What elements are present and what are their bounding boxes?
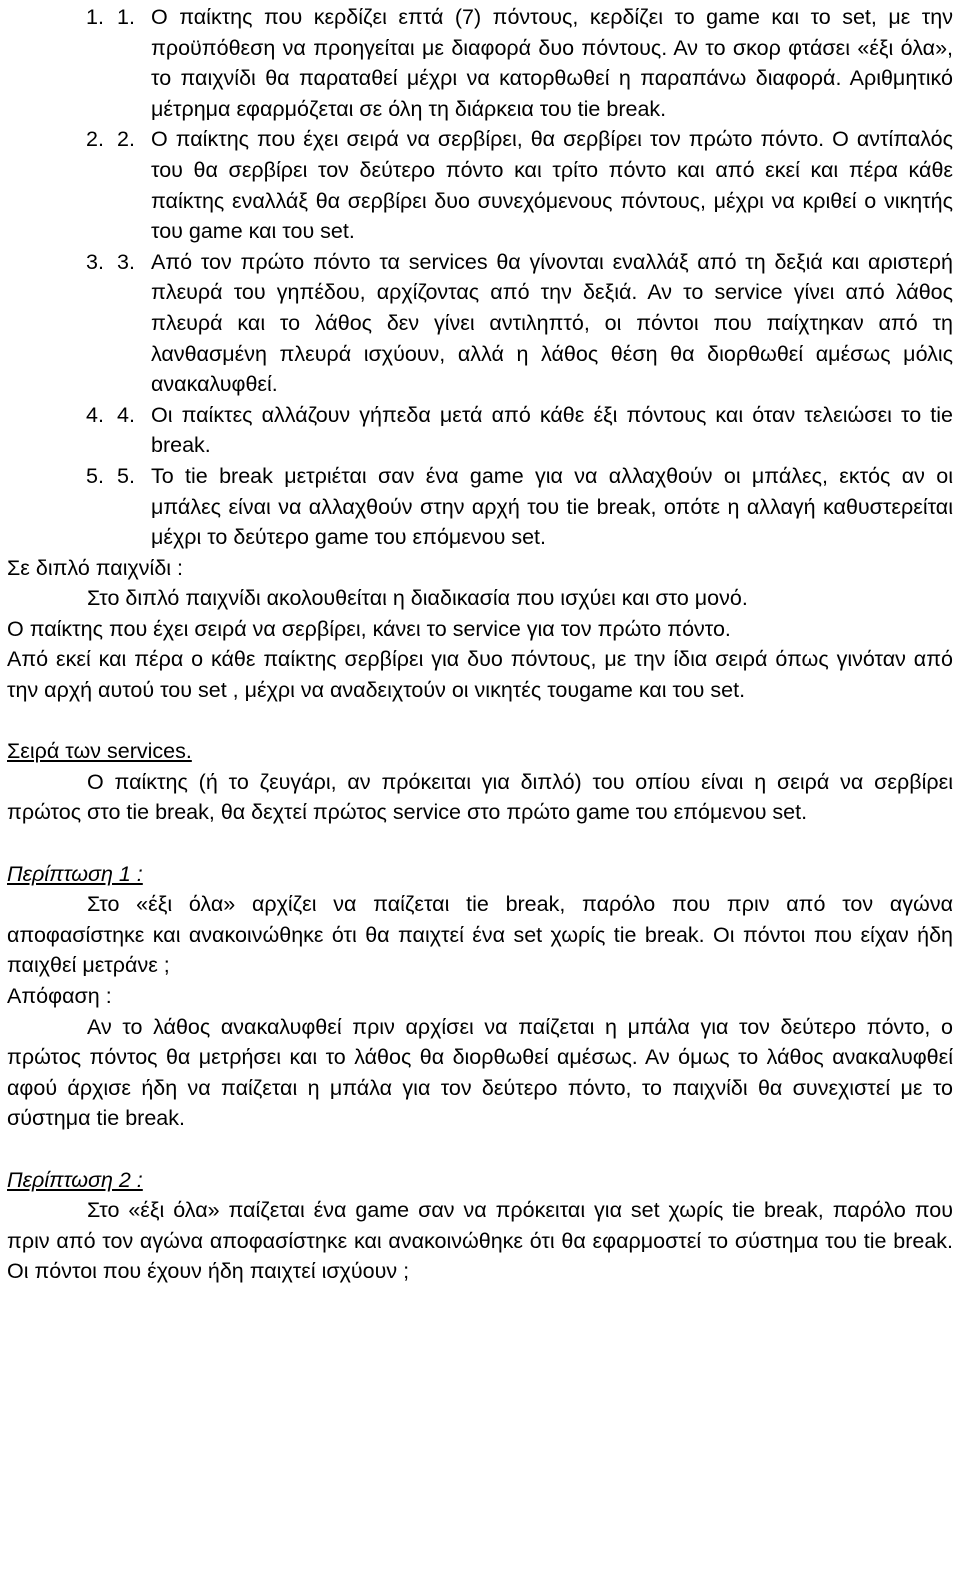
spacer bbox=[7, 828, 953, 859]
service-order-text: Ο παίκτης (ή το ζευγάρι, αν πρόκειται για διπλό) του οπίου είναι η σειρά να σερβίρει πρώτος στο tie break, θα δεχτεί πρώτος service στο πρώτο game του επόμενου set. bbox=[7, 769, 953, 825]
doubles-line-1: Στο διπλό παιχνίδι ακολουθείται η διαδικασία που ισχύει και στο μονό. bbox=[87, 586, 748, 611]
list-item bbox=[7, 400, 953, 461]
section-heading-case-2: Περίπτωση 2 : bbox=[7, 1167, 143, 1192]
case-1-decision: Αν το λάθος ανακαλυφθεί πριν αρχίσει να παίζεται η μπάλα για τον δεύτερο πόντο, ο πρώτος πόντος θα μετρήσει και το λάθος θα διορθωθεί αμέσως. Αν όμως το λάθος ανακαλυφθεί αφού άρχισε ήδη να παίζεται η μπάλα για τον δεύτερο πόντο, το παιχνίδι θα συνεχιστεί με το σύστημα tie break. bbox=[7, 1014, 953, 1131]
list-item-text: Ο παίκτης που έχει σειρά να σερβίρει, θα σερβίρει τον πρώτο πόντο. Ο αντίπαλός του θα σερβίρει τον δεύτερο πόντο και τρίτο πόντο και από εκεί και πέρα κάθε παίκτης εναλλάξ θα σερβίρει δυο συνεχόμενους πόντους, μέχρι να κριθεί ο νικητής του game και του set. bbox=[151, 127, 953, 244]
list-number-inner: 1. bbox=[117, 5, 135, 29]
case-2-question: Στο «έξι όλα» παίζεται ένα game σαν να πρόκειται για set χωρίς tie break, παρόλο που πριν από τον αγώνα αποφασίστηκε και ανακοινώθηκε ότι θα εφαρμοστεί το σύστημα του tie break. Οι πόντοι που έχουν ήδη παιχτεί ισχύουν ; bbox=[7, 1198, 953, 1284]
list-item-text: Το tie break μετριέται σαν ένα game για να αλλαχθούν οι μπάλες, εκτός αν οι μπάλες είναι να αλλαχθούν στην αρχή του tie break, οπότε η αλλαγή καθυστερείται μέχρι το δεύτερο game του επόμενου set. bbox=[151, 463, 953, 550]
doubles-line-3: Από εκεί και πέρα ο κάθε παίκτης σερβίρει για δυο πόντους, με την ίδια σειρά όπως γινόταν από την αρχή αυτού του set , μέχρι να αναδειχτούν οι νικητές τουgame και του set. bbox=[7, 647, 953, 703]
case-1-question: Στο «έξι όλα» αρχίζει να παίζεται tie break, παρόλο που πριν από τον αγώνα αποφασίστηκε και ανακοινώθηκε ότι θα παιχτεί ένα set χωρίς tie break. Οι πόντοι που είχαν ήδη παιχθεί μετράνε ; bbox=[7, 892, 953, 978]
doubles-line-2: Ο παίκτης που έχει σειρά να σερβίρει, κάνει το service για τον πρώτο πόντο. bbox=[7, 616, 731, 641]
list-item bbox=[7, 2, 953, 124]
section-heading-service-order: Σειρά των services. bbox=[7, 739, 192, 764]
list-number-outer: 5. bbox=[86, 463, 104, 488]
list-number-inner: 3. bbox=[117, 249, 135, 274]
section-heading-case-1: Περίπτωση 1 : bbox=[7, 861, 143, 886]
list-item-text: Ο παίκτης που κερδίζει επτά (7) πόντους, κερδίζει το game και το set, με την προϋπόθεση να προηγείται με διαφορά δυο πόντους. Αν το σκορ φτάσει «έξι όλα», το παιχνίδι θα παραταθεί μέχρι να κατορθωθεί η παραπάνω διαφορά. Αριθμητικό μέτρημα εφαρμόζεται σε όλη τη διάρκεια του tie break. bbox=[151, 5, 953, 121]
case-1-decision-label: Απόφαση : bbox=[7, 984, 112, 1008]
list-item bbox=[7, 461, 953, 553]
list-item-text: Οι παίκτες αλλάζουν γήπεδα μετά από κάθε έξι πόντους και όταν τελειώσει το tie break. bbox=[151, 402, 953, 458]
list-number-outer: 3. bbox=[86, 249, 104, 274]
list-number-outer: 2. bbox=[86, 127, 104, 152]
list-item-text: Από τον πρώτο πόντο τα services θα γίνονται εναλλάξ από τη δεξιά και αριστερή πλευρά του γηπέδου, αρχίζοντας από την δεξιά. Αν το service γίνει από λάθος πλευρά και το λάθος δεν γίνει αντιληπτό, οι πόντοι που παίχτηκαν από τη λανθασμένη πλευρά ισχύουν, αλλά η λάθος θέση θα διορθωθεί αμέσως μόλις ανακαλυφθεί. bbox=[151, 249, 953, 397]
list-number-outer: 4. bbox=[86, 402, 104, 427]
doubles-heading: Σε διπλό παιχνίδι : bbox=[7, 555, 184, 580]
spacer bbox=[7, 1134, 953, 1165]
list-item bbox=[7, 124, 953, 246]
list-number-inner: 2. bbox=[117, 127, 135, 152]
spacer bbox=[7, 706, 953, 737]
list-number-inner: 4. bbox=[117, 402, 135, 427]
list-number-outer: 1. bbox=[86, 5, 104, 29]
list-item bbox=[7, 247, 953, 400]
list-number-inner: 5. bbox=[117, 463, 135, 488]
